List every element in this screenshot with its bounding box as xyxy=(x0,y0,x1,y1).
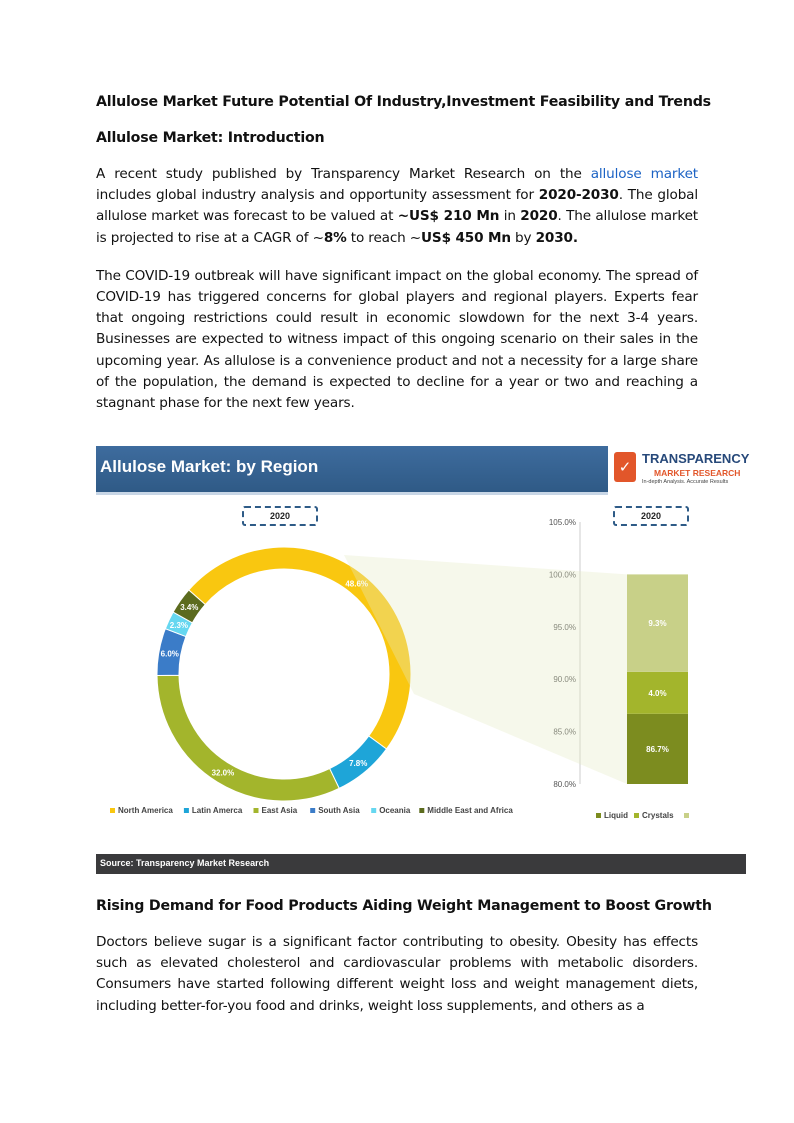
region-charts xyxy=(96,446,746,854)
covid-paragraph: The COVID-19 outbreak will have significant impact on the global economy. The spread of COVID-19 has triggered concerns for global players and regional players. Experts fear that ongoing restrictions could result in economic slowdown for the next 3-4 years. Businesses are expected to witness impact of this ongoing scenario on their sales in the upcoming year. As allulose is a convenience product and not a necessity for a large share of the population, the demand is expected to decline for a year or two and reaching a stagnant phase for the next few years. xyxy=(96,267,698,412)
donut-label: 32.0% xyxy=(211,768,235,778)
legend-swatch xyxy=(184,808,189,813)
allulose-market-link[interactable]: allulose market xyxy=(590,166,698,182)
bar-tick-label: 80.0% xyxy=(553,780,576,789)
source-text: Source: Transparency Market Research xyxy=(100,858,270,868)
tmr-logo: ✓ TRANSPARENCY MARKET RESEARCH In-depth Analysis. Accurate Results xyxy=(612,448,746,492)
legend-swatch xyxy=(254,808,259,813)
donut-slice-east-asia xyxy=(157,675,339,801)
donut-label: 48.6% xyxy=(345,579,369,589)
legend-item-middle-east-and-africa: Middle East and Africa xyxy=(427,806,513,815)
bar-tick-label: 100.0% xyxy=(548,570,576,580)
section2-heading: Rising Demand for Food Products Aiding Weight Management to Boost Growth xyxy=(96,898,712,914)
bar-legend-crystals: Crystals xyxy=(642,811,674,820)
figure-title: Allulose Market: by Region xyxy=(100,457,319,476)
legend-item-latin-amerca: Latin Amerca xyxy=(191,806,243,815)
section-2 xyxy=(96,898,712,1034)
legend-item-oceania: Oceania xyxy=(379,806,411,815)
legend-swatch xyxy=(419,808,424,813)
donut-year-label: 2020 xyxy=(242,506,318,526)
donut-label: 3.4% xyxy=(180,602,199,612)
bar-segment-label: 9.3% xyxy=(648,619,667,629)
intro-paragraph: A recent study published by Transparency Market Research on the allulose market includes global industry analysis and opportunity assessment for 2020-2030. The global allulose market was forecast to be valued at ~US$ 210 Mn in 2020. The allulose market is projected to rise at a CAGR of ~8% to reach ~US$ 450 Mn by 2030. xyxy=(96,166,698,246)
logo-mark-icon: ✓ xyxy=(614,452,636,482)
article xyxy=(96,94,711,431)
intro-heading: Allulose Market: Introduction xyxy=(96,130,325,146)
bar-legend-swatch xyxy=(596,813,601,818)
bar-tick-label: 95.0% xyxy=(553,622,576,632)
donut-label: 6.0% xyxy=(160,649,179,659)
bar-legend-swatch xyxy=(684,813,689,818)
legend-swatch xyxy=(110,808,115,813)
legend-swatch xyxy=(371,808,376,813)
donut-label: 2.3% xyxy=(169,620,189,630)
legend-item-south-asia: South Asia xyxy=(318,806,360,815)
legend-swatch xyxy=(310,808,315,813)
section2-paragraph: Doctors believe sugar is a significant factor contributing to obesity. Obesity has effects such as elevated cholesterol and cardiovascular problems with metabolic disorders. Consumers have started following different weight loss and weight management diets, including better-for-you food and drinks, weight loss supplements, and others as a xyxy=(96,934,698,1014)
source-bar xyxy=(96,854,746,874)
region-figure xyxy=(96,446,750,876)
bar-legend-liquid: Liquid xyxy=(604,811,628,820)
bar-segment-label: 86.7% xyxy=(646,744,669,754)
donut-label: 7.8% xyxy=(349,759,368,769)
page-title: Allulose Market Future Potential Of Industry,Investment Feasibility and Trends xyxy=(96,94,711,110)
bar-year-label: 2020 xyxy=(613,506,689,526)
bar-legend-swatch xyxy=(634,813,639,818)
bar-tick-label: 90.0% xyxy=(553,675,576,685)
bar-segment-label: 4.0% xyxy=(648,688,667,698)
bar-tick-label: 105.0% xyxy=(548,518,576,527)
legend-item-north-america: North America xyxy=(118,806,173,815)
bar-tick-label: 85.0% xyxy=(553,727,576,737)
legend-item-east-asia: East Asia xyxy=(261,806,298,815)
